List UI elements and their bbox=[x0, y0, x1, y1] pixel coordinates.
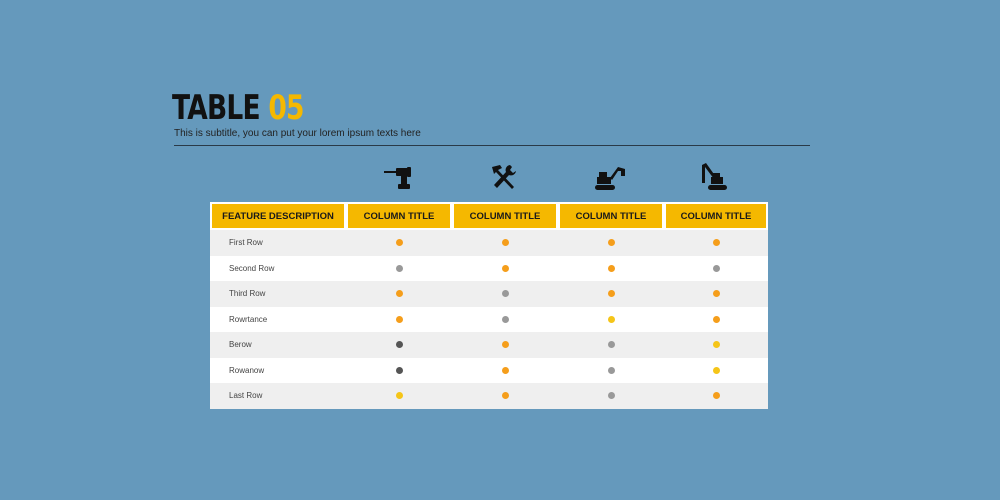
column-4 bbox=[664, 202, 768, 410]
column-header: COLUMN TITLE bbox=[664, 202, 768, 230]
table-cell bbox=[346, 307, 452, 333]
status-dot bbox=[608, 239, 615, 246]
title-divider bbox=[174, 145, 810, 146]
status-dot bbox=[608, 367, 615, 374]
status-dot bbox=[608, 341, 615, 348]
feature-row-label: Last Row bbox=[210, 383, 346, 409]
status-dot bbox=[396, 265, 403, 272]
column-3 bbox=[558, 202, 664, 410]
column-header: COLUMN TITLE bbox=[452, 202, 558, 230]
feature-row-label: Third Row bbox=[210, 281, 346, 307]
table-cell bbox=[664, 358, 768, 384]
status-dot bbox=[713, 316, 720, 323]
table-cell bbox=[664, 256, 768, 282]
table-cell bbox=[346, 256, 452, 282]
table-cell bbox=[664, 230, 768, 256]
table-cell bbox=[558, 281, 664, 307]
table-cell bbox=[346, 230, 452, 256]
feature-row-label: First Row bbox=[210, 230, 346, 256]
table-cell bbox=[664, 307, 768, 333]
crane-excavator-icon bbox=[694, 160, 734, 194]
feature-row-label: Second Row bbox=[210, 256, 346, 282]
status-dot bbox=[713, 265, 720, 272]
status-dot bbox=[502, 290, 509, 297]
table-cell bbox=[346, 383, 452, 409]
drill-icon bbox=[378, 160, 418, 194]
feature-row-label: Rowrtance bbox=[210, 307, 346, 333]
status-dot bbox=[713, 392, 720, 399]
title-number: 05 bbox=[268, 88, 304, 128]
table-cell bbox=[664, 332, 768, 358]
status-dot bbox=[713, 341, 720, 348]
status-dot bbox=[608, 290, 615, 297]
table-cell bbox=[558, 383, 664, 409]
status-dot bbox=[502, 367, 509, 374]
page-title bbox=[172, 86, 304, 130]
excavator-icon bbox=[590, 160, 630, 194]
status-dot bbox=[502, 239, 509, 246]
title-text: TABLE bbox=[172, 88, 260, 128]
table-cell bbox=[346, 358, 452, 384]
table-cell bbox=[452, 383, 558, 409]
table-cell bbox=[452, 307, 558, 333]
status-dot bbox=[396, 290, 403, 297]
table-cell bbox=[452, 256, 558, 282]
column-header: COLUMN TITLE bbox=[558, 202, 664, 230]
status-dot bbox=[502, 265, 509, 272]
status-dot bbox=[608, 265, 615, 272]
table-cell bbox=[452, 358, 558, 384]
status-dot bbox=[502, 316, 509, 323]
status-dot bbox=[713, 290, 720, 297]
column-header: COLUMN TITLE bbox=[346, 202, 452, 230]
feature-row-label: Berow bbox=[210, 332, 346, 358]
status-dot bbox=[396, 316, 403, 323]
status-dot bbox=[713, 239, 720, 246]
table-cell bbox=[452, 332, 558, 358]
table-cell bbox=[346, 332, 452, 358]
table-cell bbox=[558, 230, 664, 256]
table-cell bbox=[346, 281, 452, 307]
status-dot bbox=[396, 392, 403, 399]
feature-row-label: Rowanow bbox=[210, 358, 346, 384]
status-dot bbox=[608, 316, 615, 323]
status-dot bbox=[502, 341, 509, 348]
table-cell bbox=[558, 358, 664, 384]
table-cell bbox=[664, 383, 768, 409]
table-cell bbox=[558, 307, 664, 333]
status-dot bbox=[396, 341, 403, 348]
table-cell bbox=[452, 230, 558, 256]
status-dot bbox=[502, 392, 509, 399]
page-subtitle: This is subtitle, you can put your lorem ipsum texts here bbox=[174, 128, 421, 139]
status-dot bbox=[396, 239, 403, 246]
table-cell bbox=[664, 281, 768, 307]
table-cell bbox=[452, 281, 558, 307]
column-2 bbox=[452, 202, 558, 410]
status-dot bbox=[608, 392, 615, 399]
feature-column bbox=[210, 202, 346, 410]
table-cell bbox=[558, 256, 664, 282]
status-dot bbox=[396, 367, 403, 374]
tools-icon bbox=[484, 160, 524, 194]
table-cell bbox=[558, 332, 664, 358]
column-1 bbox=[346, 202, 452, 410]
status-dot bbox=[713, 367, 720, 374]
feature-header: FEATURE DESCRIPTION bbox=[210, 202, 346, 230]
